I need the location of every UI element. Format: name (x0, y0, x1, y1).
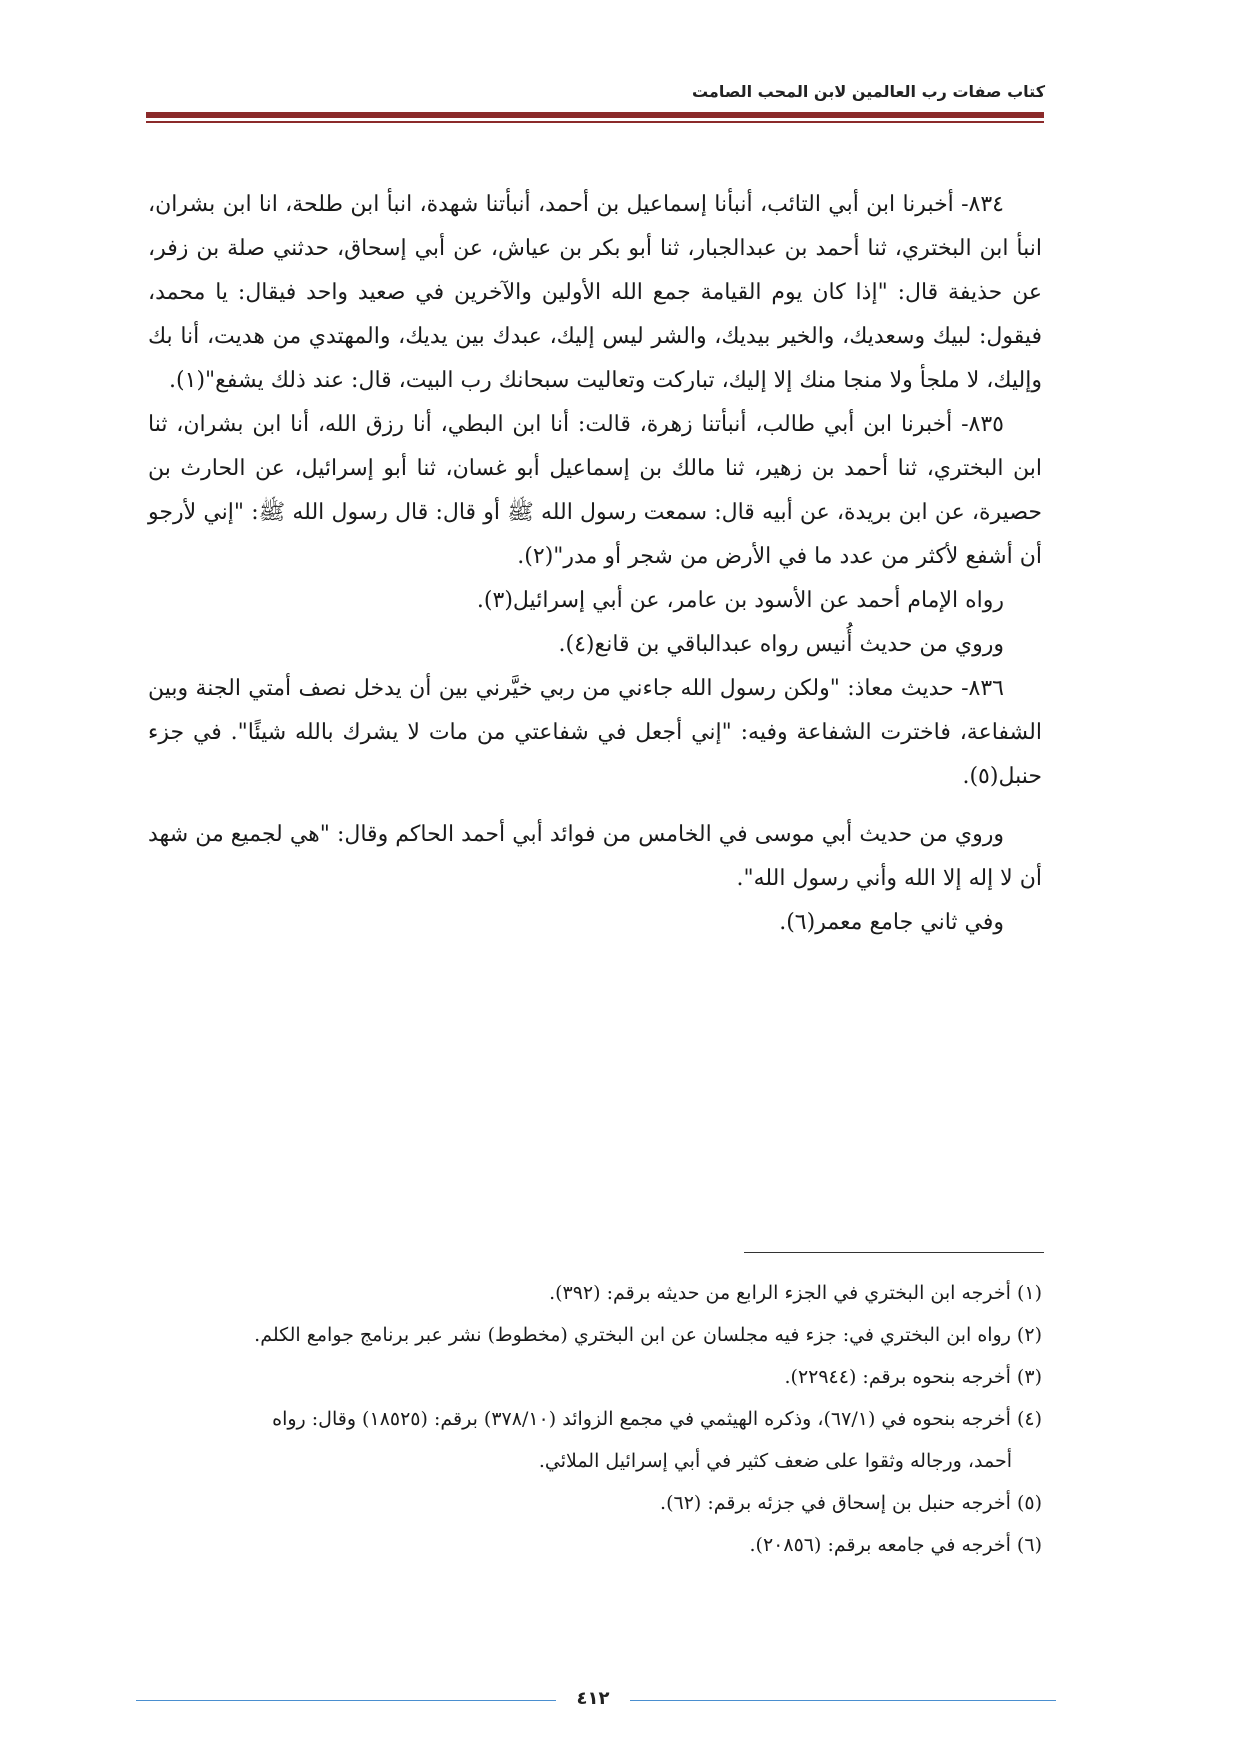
header-rule-thick (146, 112, 1044, 118)
main-text (148, 183, 1042, 945)
page-number: ٤١٢ (576, 1688, 610, 1709)
paragraph-riwaya-unays: وروي من حديث أُنيس رواه عبدالباقي بن قانع(٤). (558, 632, 1004, 657)
footnotes (148, 1272, 1042, 1566)
paragraph-riwaya-ahmad: رواه الإمام أحمد عن الأسود بن عامر، عن أبي إسرائيل(٣). (476, 588, 1004, 613)
footnote-6: (٦) أخرجه في جامعه برقم: (٢٠٨٥٦). (749, 1534, 1042, 1556)
paragraph-abi-musa: وروي من حديث أبي موسى في الخامس من فوائد أبي أحمد الحاكم وقال: "هي لجميع من شهد أن لا إله إلا الله وأني رسول الله". (148, 822, 1042, 891)
footnote-1: (١) أخرجه ابن البختري في الجزء الرابع من حديثه برقم: (٣٩٢). (549, 1282, 1042, 1304)
footnote-4: (٤) أخرجه بنحوه في (٦٧/١)، وذكره الهيثمي في مجمع الزوائد (٣٧٨/١٠) برقم: (١٨٥٢٥) وقال: رواه (272, 1408, 1042, 1430)
header-rule-thin (146, 121, 1044, 123)
paragraph-835: ٨٣٥- أخبرنا ابن أبي طالب، أنبأتنا زهرة، قالت: أنا ابن البطي، أنا رزق الله، أنا ابن بشران، ثنا ابن البختري، ثنا أحمد بن زهير، ثنا مالك بن إسماعيل أبو غسان، ثنا أبو إسرائيل، عن الحارث بن حصيرة، عن ابن بريدة، عن أبيه قال: سمعت رسول الله ﷺ أو قال: قال رسول الله ﷺ: "إني لأرجو أن أشفع لأكثر من عدد ما في الأرض من شجر أو مدر"(٢). (148, 412, 1042, 569)
footer-line-right (630, 1700, 1056, 1701)
footnote-separator (744, 1252, 1044, 1253)
paragraph-834: ٨٣٤- أخبرنا ابن أبي التائب، أنبأنا إسماعيل بن أحمد، أنبأتنا شهدة، انبأ ابن طلحة، انا ابن بشران، انبأ ابن البختري، ثنا أحمد بن عبدالجبار، ثنا أبو بكر بن عياش، عن أبي إسحاق، حدثني صلة بن زفر، عن حذيفة قال: "إذا كان يوم القيامة جمع الله الأولين والآخرين في صعيد واحد فيقال: يا محمد، فيقول: لبيك وسعديك، والخير بيديك، والشر ليس إليك، عبدك بين يديك، والمهتدي من هديت، أنا بك وإليك، لا ملجأ ولا منجا منك إلا إليك، تباركت وتعاليت سبحانك رب البيت، قال: عند ذلك يشفع"(١). (148, 192, 1042, 393)
footnote-5: (٥) أخرجه حنبل بن إسحاق في جزئه برقم: (٦٢). (660, 1492, 1042, 1514)
paragraph-836: ٨٣٦- حديث معاذ: "ولكن رسول الله جاءني من ربي خيَّرني بين أن يدخل نصف أمتي الجنة وبين الشفاعة، فاخترت الشفاعة وفيه: "إني أجعل في شفاعتي من مات لا يشرك بالله شيئًا". في جزء حنبل(٥). (148, 676, 1042, 789)
footer-line-left (136, 1700, 556, 1701)
running-header-title: كتاب صفات رب العالمين لابن المحب الصامت (691, 82, 1045, 101)
footnote-3: (٣) أخرجه بنحوه برقم: (٢٢٩٤٤). (784, 1366, 1042, 1388)
footnote-2: (٢) رواه ابن البختري في: جزء فيه مجلسان عن ابن البختري (مخطوط) نشر عبر برنامج جوامع الكلم. (254, 1324, 1042, 1346)
footnote-4-continued: أحمد، ورجاله وثقوا على ضعف كثير في أبي إسرائيل الملائي. (538, 1450, 1012, 1472)
paragraph-jami-mamar: وفي ثاني جامع معمر(٦). (779, 910, 1004, 935)
